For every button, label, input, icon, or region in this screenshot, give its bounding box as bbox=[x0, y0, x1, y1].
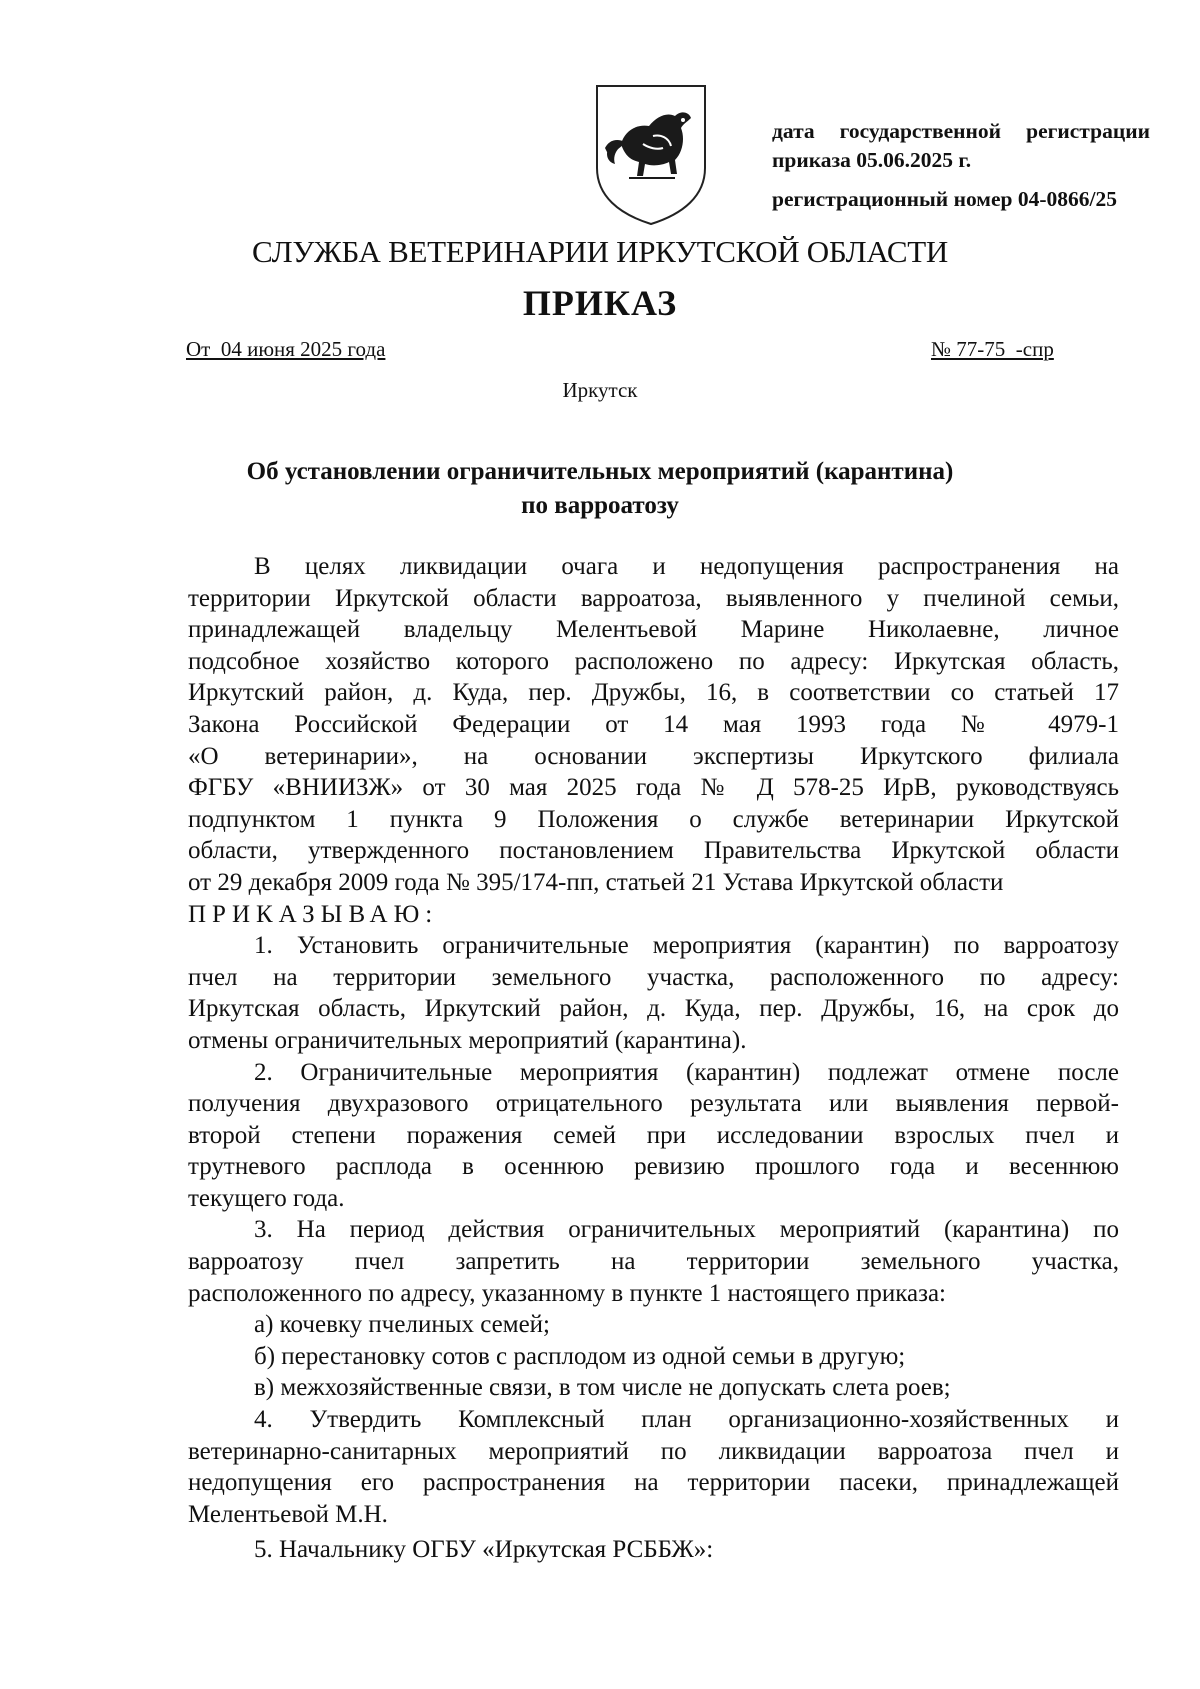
text-line: ФГБУ «ВНИИЗЖ» от 30 мая 2025 года № Д 578-25 ИрВ, руководствуясь bbox=[188, 774, 1119, 802]
text-line: области, утвержденного постановлением Правительства Иркутской области bbox=[188, 837, 1119, 865]
registration-block bbox=[772, 117, 1150, 214]
text-line: Иркутский район, д. Куда, пер. Дружбы, 16, в соответствии со статьей 17 bbox=[188, 679, 1119, 707]
text-line: трутневого расплода в осеннюю ревизию прошлого года и весеннюю bbox=[188, 1153, 1119, 1181]
item-5: 5. Начальнику ОГБУ «Иркутская РСББЖ»: bbox=[254, 1536, 714, 1564]
text-line: Закона Российской Федерации от 14 мая 1993 года № 4979-1 bbox=[188, 710, 1119, 738]
text-line: В целях ликвидации очага и недопущения распространения на bbox=[254, 553, 1119, 580]
preamble-paragraph bbox=[188, 551, 1119, 899]
item-1 bbox=[188, 930, 1119, 1056]
order-body bbox=[188, 551, 1119, 1566]
text-line: варроатозу пчел запретить на территории земельного участка, bbox=[188, 1248, 1119, 1276]
text-line: от 29 декабря 2009 года № 395/174-пп, статьей 21 Устава Иркутской области bbox=[188, 868, 1004, 896]
text-line: пчел на территории земельного участка, расположенного по адресу: bbox=[188, 963, 1119, 991]
item-3c: в) межхозяйственные связи, в том числе не допускать слета роев; bbox=[254, 1374, 951, 1402]
text-line: второй степени поражения семей при исследовании взрослых пчел и bbox=[188, 1121, 1119, 1149]
text-line: ветеринарно-санитарных мероприятий по ликвидации варроатоза пчел и bbox=[188, 1437, 1119, 1465]
order-number: № 77-75 -спр bbox=[931, 337, 1054, 361]
item-4 bbox=[188, 1404, 1119, 1530]
text-line: получения двухразового отрицательного результата или выявления первой- bbox=[188, 1090, 1119, 1118]
coat-of-arms-icon bbox=[591, 82, 711, 226]
text-line: территории Иркутской области варроатоза, выявленного у пчелиной семьи, bbox=[188, 584, 1119, 612]
registration-number: регистрационный номер 04-0866/25 bbox=[772, 187, 1117, 211]
text-line: текущего года. bbox=[188, 1184, 345, 1212]
order-command: ПРИКАЗЫВАЮ: bbox=[188, 900, 439, 928]
item-3a: а) кочевку пчелиных семей; bbox=[254, 1311, 550, 1339]
text-line: 2. Ограничительные мероприятия (карантин) подлежат отмене после bbox=[254, 1058, 1119, 1086]
text-line: подсобное хозяйство которого расположено по адресу: Иркутская область, bbox=[188, 647, 1119, 675]
order-subject bbox=[0, 455, 1200, 523]
registration-date-line2: приказа 05.06.2025 г. bbox=[772, 148, 972, 172]
registration-date-line1: дата государственной регистрации bbox=[772, 119, 1150, 143]
text-line: Мелентьевой М.Н. bbox=[188, 1500, 388, 1528]
text-line: расположенного по адресу, указанному в пункте 1 настоящего приказа: bbox=[188, 1279, 946, 1307]
order-date: От 04 июня 2025 года bbox=[186, 337, 386, 361]
text-line: Иркутская область, Иркутский район, д. Куда, пер. Дружбы, 16, на срок до bbox=[188, 995, 1119, 1023]
text-line: подпунктом 1 пункта 9 Положения о службе ветеринарии Иркутской bbox=[188, 805, 1119, 833]
text-line: 3. На период действия ограничительных мероприятий (карантина) по bbox=[254, 1216, 1119, 1244]
text-line: принадлежащей владельцу Мелентьевой Марине Николаевне, личное bbox=[188, 616, 1119, 644]
city: Иркутск bbox=[562, 378, 638, 402]
text-line: недопущения его распространения на территории пасеки, принадлежащей bbox=[188, 1469, 1119, 1497]
item-2 bbox=[188, 1057, 1119, 1215]
text-line: «О ветеринарии», на основании экспертизы Иркутского филиала bbox=[188, 742, 1119, 770]
text-line: 4. Утвердить Комплексный план организационно-хозяйственных и bbox=[254, 1406, 1119, 1434]
text-line: отмены ограничительных мероприятий (карантина). bbox=[188, 1026, 747, 1054]
item-3b: б) перестановку сотов с расплодом из одной семьи в другую; bbox=[254, 1342, 906, 1370]
agency-name: СЛУЖБА ВЕТЕРИНАРИИ ИРКУТСКОЙ ОБЛАСТИ bbox=[252, 234, 948, 269]
document-type: ПРИКАЗ bbox=[522, 283, 678, 323]
subject-line-2: по варроатозу bbox=[521, 492, 679, 519]
item-3 bbox=[188, 1214, 1119, 1309]
subject-line-1: Об установлении ограничительных мероприятий (карантина) bbox=[246, 458, 954, 485]
text-line: 1. Установить ограничительные мероприятия (карантин) по варроатозу bbox=[254, 932, 1119, 960]
